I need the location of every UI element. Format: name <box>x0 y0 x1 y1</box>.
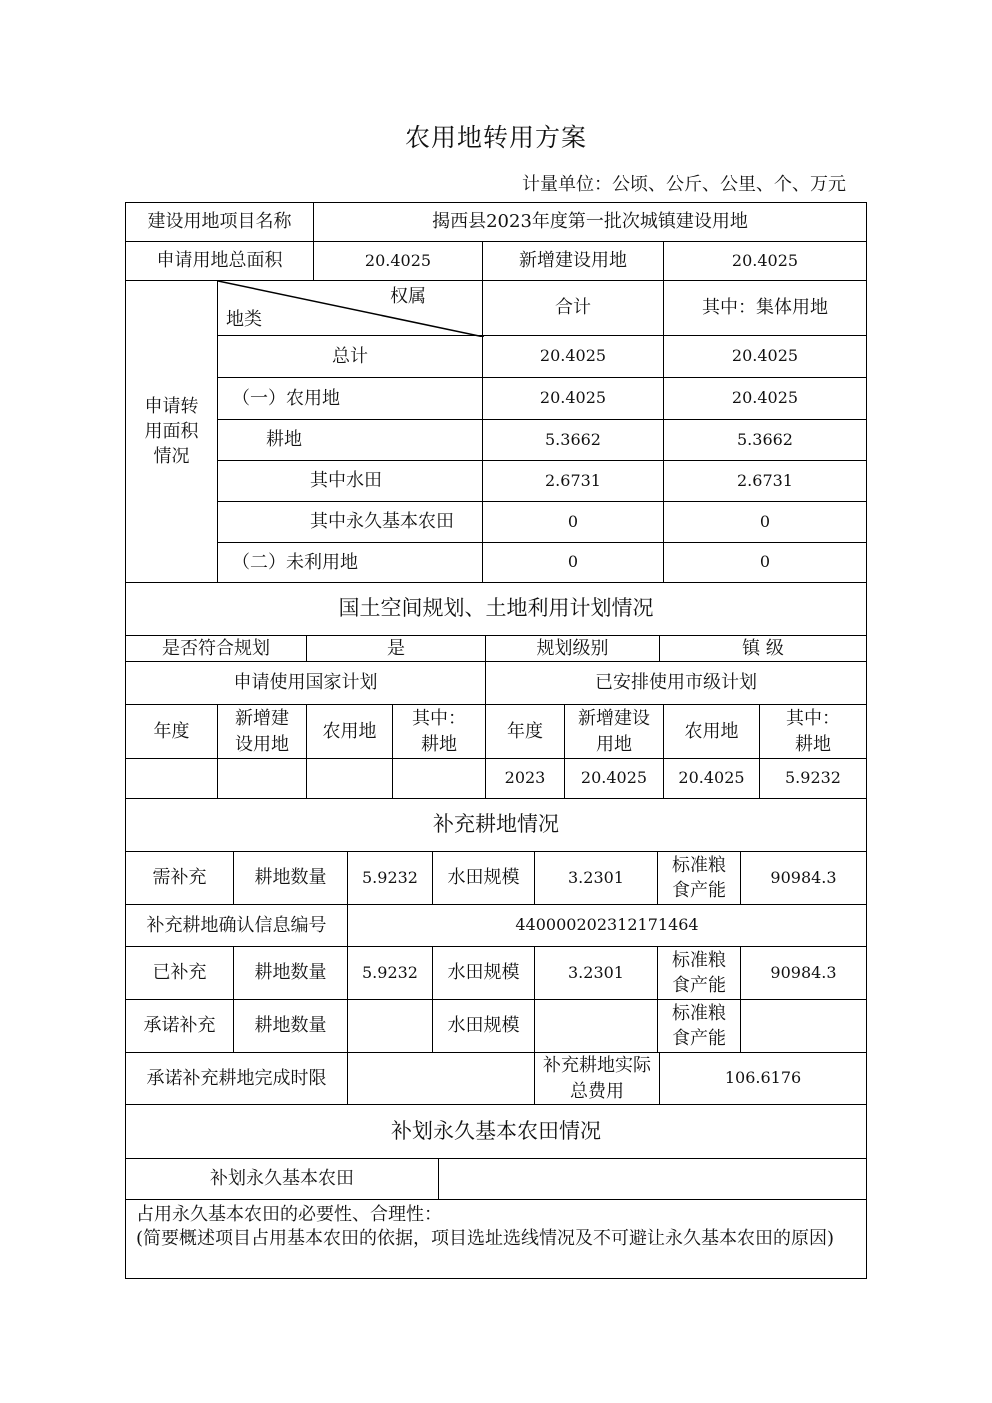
header-type: 地类 <box>226 308 262 330</box>
header-total: 合计 <box>482 280 664 336</box>
convert-side-label: 申请转用面积情况 <box>125 280 218 583</box>
city-plan-label: 已安排使用市级计划 <box>485 661 867 705</box>
row-unused-label: （二）未利用地 <box>217 542 483 583</box>
city-value-new: 20.4025 <box>564 758 664 799</box>
project-name-label: 建设用地项目名称 <box>125 202 314 242</box>
national-plan-label: 申请使用国家计划 <box>125 661 486 705</box>
city-header-arable: 其中：耕地 <box>759 704 867 759</box>
new-land-label: 新增建设用地 <box>482 241 664 281</box>
done-grain-value: 90984.3 <box>740 946 867 1000</box>
row-paddy-label: 其中水田 <box>217 460 483 502</box>
row-permanent-collective: 0 <box>663 501 867 543</box>
done-label: 已补充 <box>125 946 234 1000</box>
done-grain-label: 标准粮食产能 <box>657 946 741 1000</box>
promise-paddy-label: 水田规模 <box>432 999 535 1053</box>
new-land-value: 20.4025 <box>663 241 867 281</box>
row-paddy-sum: 2.6731 <box>482 460 664 502</box>
comply-label: 是否符合规划 <box>125 635 307 662</box>
city-header-agri: 农用地 <box>663 704 760 759</box>
promise-qty-value <box>347 999 433 1053</box>
confirm-value: 440000202312171464 <box>347 904 867 947</box>
row-permanent-label: 其中永久基本农田 <box>217 501 483 543</box>
done-paddy-label: 水田规模 <box>432 946 535 1000</box>
nat-header-arable: 其中：耕地 <box>392 704 486 759</box>
area-value: 20.4025 <box>313 241 483 281</box>
row-total-label: 总计 <box>217 335 483 378</box>
row-paddy-collective: 2.6731 <box>663 460 867 502</box>
need-grain-value: 90984.3 <box>740 851 867 905</box>
promise-label: 承诺补充 <box>125 999 234 1053</box>
need-qty-label: 耕地数量 <box>233 851 348 905</box>
cost-label: 补充耕地实际总费用 <box>534 1052 660 1105</box>
level-value: 镇 级 <box>659 635 867 662</box>
city-header-year: 年度 <box>485 704 565 759</box>
farmland-item-value <box>438 1158 867 1200</box>
necessity-line2: (简要概述项目占用基本农田的依据，项目选址选线情况及不可避让永久基本农田的原因) <box>136 1228 835 1250</box>
done-qty-label: 耕地数量 <box>233 946 348 1000</box>
nat-header-new: 新增建设用地 <box>217 704 307 759</box>
row-agri-label: （一）农用地 <box>217 377 483 420</box>
city-value-arable: 5.9232 <box>759 758 867 799</box>
done-paddy-value: 3.2301 <box>534 946 658 1000</box>
nat-value-new <box>217 758 307 799</box>
city-value-agri: 20.4025 <box>663 758 760 799</box>
need-paddy-label: 水田规模 <box>432 851 535 905</box>
farmland-item-label: 补划永久基本农田 <box>125 1158 439 1200</box>
confirm-label: 补充耕地确认信息编号 <box>125 904 348 947</box>
farmland-section-title: 补划永久基本农田情况 <box>125 1104 867 1159</box>
nat-value-year <box>125 758 218 799</box>
row-unused-collective: 0 <box>663 542 867 583</box>
planning-section-title: 国土空间规划、土地利用计划情况 <box>125 582 867 636</box>
supplement-section-title: 补充耕地情况 <box>125 798 867 852</box>
city-value-year: 2023 <box>485 758 565 799</box>
promise-grain-value <box>740 999 867 1053</box>
need-grain-label: 标准粮食产能 <box>657 851 741 905</box>
need-label: 需补充 <box>125 851 234 905</box>
row-arable-sum: 5.3662 <box>482 419 664 461</box>
row-total-sum: 20.4025 <box>482 335 664 378</box>
header-collective: 其中：集体用地 <box>663 280 867 336</box>
need-paddy-value: 3.2301 <box>534 851 658 905</box>
need-qty-value: 5.9232 <box>347 851 433 905</box>
nat-value-arable <box>392 758 486 799</box>
promise-qty-label: 耕地数量 <box>233 999 348 1053</box>
done-qty-value: 5.9232 <box>347 946 433 1000</box>
row-total-collective: 20.4025 <box>663 335 867 378</box>
promise-grain-label: 标准粮食产能 <box>657 999 741 1053</box>
row-agri-collective: 20.4025 <box>663 377 867 420</box>
diagonal-header-cell <box>217 280 483 336</box>
comply-value: 是 <box>306 635 486 662</box>
deadline-value <box>347 1052 535 1105</box>
row-arable-label: 耕地 <box>217 419 483 461</box>
header-rights: 权属 <box>390 286 426 307</box>
nat-header-agri: 农用地 <box>306 704 393 759</box>
area-label: 申请用地总面积 <box>125 241 314 281</box>
necessity-text-block <box>125 1199 867 1279</box>
deadline-label: 承诺补充耕地完成时限 <box>125 1052 348 1105</box>
necessity-line1: 占用永久基本农田的必要性、合理性： <box>136 1204 442 1225</box>
page-title: 农用地转用方案 <box>404 123 587 152</box>
row-unused-sum: 0 <box>482 542 664 583</box>
level-label: 规划级别 <box>485 635 660 662</box>
row-permanent-sum: 0 <box>482 501 664 543</box>
promise-paddy-value <box>534 999 658 1053</box>
cost-value: 106.6176 <box>659 1052 867 1105</box>
row-agri-sum: 20.4025 <box>482 377 664 420</box>
nat-header-year: 年度 <box>125 704 218 759</box>
unit-note: 计量单位：公顷、公斤、公里、个、万元 <box>522 174 846 195</box>
row-arable-collective: 5.3662 <box>663 419 867 461</box>
city-header-new: 新增建设用地 <box>564 704 664 759</box>
nat-value-agri <box>306 758 393 799</box>
project-name-value: 揭西县2023年度第一批次城镇建设用地 <box>313 202 867 242</box>
